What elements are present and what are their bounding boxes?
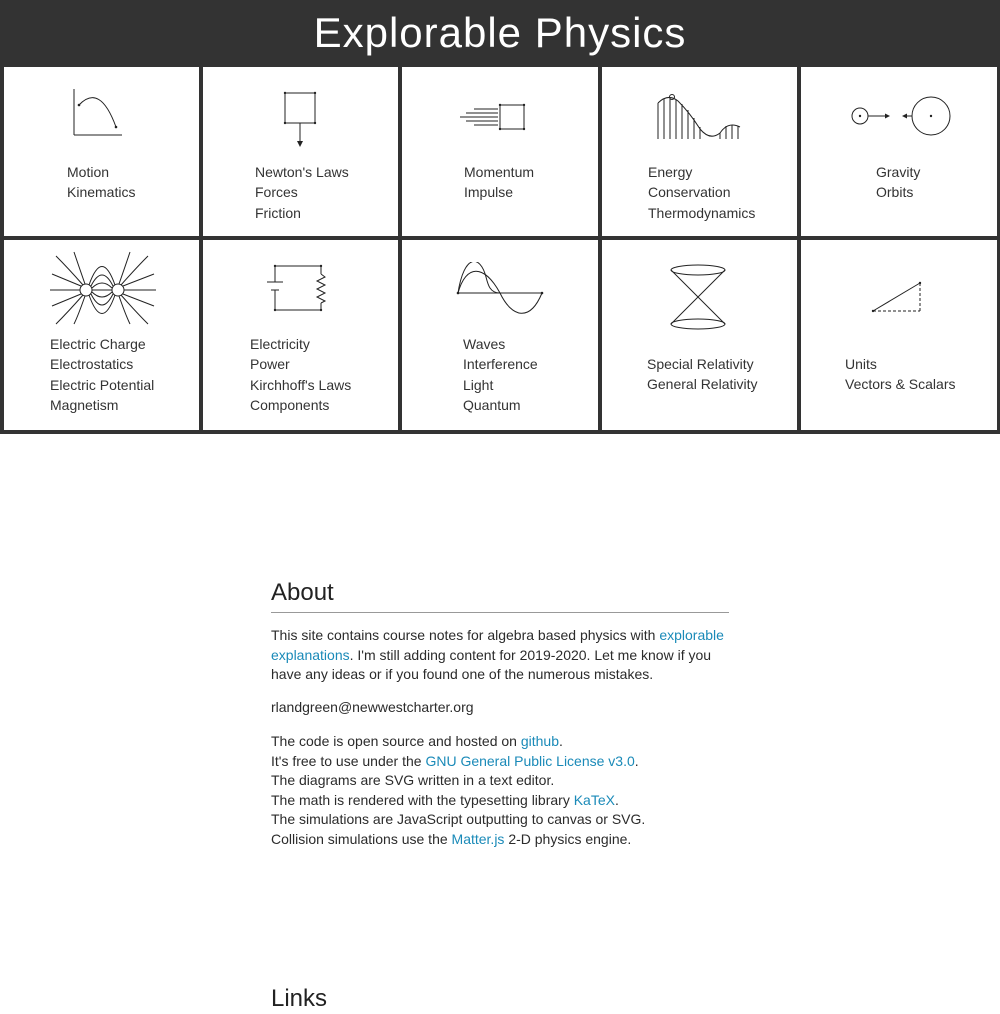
tile-label: Impulse xyxy=(464,184,514,201)
roller-coaster-icon xyxy=(654,91,744,141)
tile-energy[interactable] xyxy=(602,67,797,236)
tile-label: Thermodynamics xyxy=(648,204,756,221)
tile-label: Friction xyxy=(255,204,301,221)
tile-label: Conservation xyxy=(648,184,731,201)
tile-units[interactable] xyxy=(801,240,997,430)
credits-text: . xyxy=(614,791,619,808)
site-header xyxy=(0,0,1000,66)
tile-label: Newton's Laws xyxy=(255,164,349,180)
credits-text: 2-D physics engine. xyxy=(504,830,632,847)
explorable-explanations-link[interactable]: explorable explanations xyxy=(271,627,724,663)
about-intro-text: This site contains course notes for algebra based physics with xyxy=(271,627,660,643)
about-heading: About xyxy=(271,578,729,613)
tile-label: Waves xyxy=(463,336,506,352)
tile-label: Special Relativity xyxy=(647,356,754,372)
links-heading: Links xyxy=(271,985,328,1012)
tile-electricity[interactable] xyxy=(203,240,398,430)
tile-label: Electric Charge xyxy=(50,336,146,352)
github-link[interactable]: github xyxy=(520,733,559,749)
about-credits xyxy=(271,732,729,849)
credits-text: . xyxy=(559,733,563,749)
motion-kinematics-icon xyxy=(70,85,130,137)
katex-link[interactable]: KaTeX xyxy=(573,791,615,808)
tile-label: Gravity xyxy=(876,164,921,180)
tile-label: Orbits xyxy=(876,184,914,201)
sine-wave-icon xyxy=(454,262,546,324)
tile-label: Kirchhoff's Laws xyxy=(250,376,352,393)
tile-label: Interference xyxy=(463,356,538,373)
tile-label: Components xyxy=(250,396,330,413)
tile-label: Momentum xyxy=(464,164,535,180)
credits-text: The code is open source and hosted on xyxy=(271,733,521,749)
tile-label: Motion xyxy=(67,164,110,180)
tile-label: Units xyxy=(845,356,877,372)
credits-text: The simulations are JavaScript outputting to canvas or SVG. xyxy=(271,811,646,827)
tile-label: Quantum xyxy=(463,396,521,413)
moving-box-icon xyxy=(456,101,532,133)
credits-text: The math is rendered with the typesetting library xyxy=(271,791,574,808)
force-box-icon xyxy=(281,89,321,149)
credits-text: It's free to use under the xyxy=(271,752,426,769)
site-title: Explorable Physics xyxy=(313,9,687,56)
tile-relativity[interactable] xyxy=(602,240,797,430)
credits-text: The diagrams are SVG written in a text editor. xyxy=(271,772,555,788)
tile-label: Electrostatics xyxy=(50,356,134,373)
tile-label: Forces xyxy=(255,184,298,201)
tile-label: Vectors & Scalars xyxy=(845,376,956,393)
tile-label: Power xyxy=(250,356,290,373)
tile-label: Kinematics xyxy=(67,184,136,201)
tile-motion[interactable] xyxy=(4,67,199,236)
tile-electric-charge[interactable] xyxy=(4,240,199,430)
vector-triangle-icon xyxy=(869,276,927,316)
tile-label: Electric Potential xyxy=(50,376,155,393)
credits-text: . xyxy=(634,752,639,769)
tile-label: Energy xyxy=(648,164,693,180)
circuit-icon xyxy=(263,260,329,316)
about-section xyxy=(271,578,729,847)
about-intro xyxy=(271,626,729,685)
tile-label: Electricity xyxy=(250,336,310,352)
about-intro-text: . I'm still adding content for 2019-2020. Let me know if you have any ideas or if you found one of the numerous mistakes. xyxy=(271,646,712,682)
tile-waves[interactable] xyxy=(402,240,598,430)
credits-text: Collision simulations use the xyxy=(271,830,452,847)
tile-gravity[interactable] xyxy=(801,67,997,236)
tile-momentum[interactable] xyxy=(402,67,598,236)
electric-field-lines-icon xyxy=(48,250,158,326)
light-cone-icon xyxy=(668,262,728,332)
topic-grid xyxy=(0,66,1000,434)
tile-newtons-laws[interactable] xyxy=(203,67,398,236)
tile-label: Light xyxy=(463,376,494,393)
tile-label: Magnetism xyxy=(50,396,119,413)
matterjs-link[interactable]: Matter.js xyxy=(451,830,505,847)
contact-email: rlandgreen@newwestcharter.org xyxy=(271,699,474,715)
tile-label: General Relativity xyxy=(647,376,758,393)
gravity-attraction-icon xyxy=(849,93,953,139)
gpl-license-link[interactable]: GNU General Public License v3.0 xyxy=(425,752,635,769)
